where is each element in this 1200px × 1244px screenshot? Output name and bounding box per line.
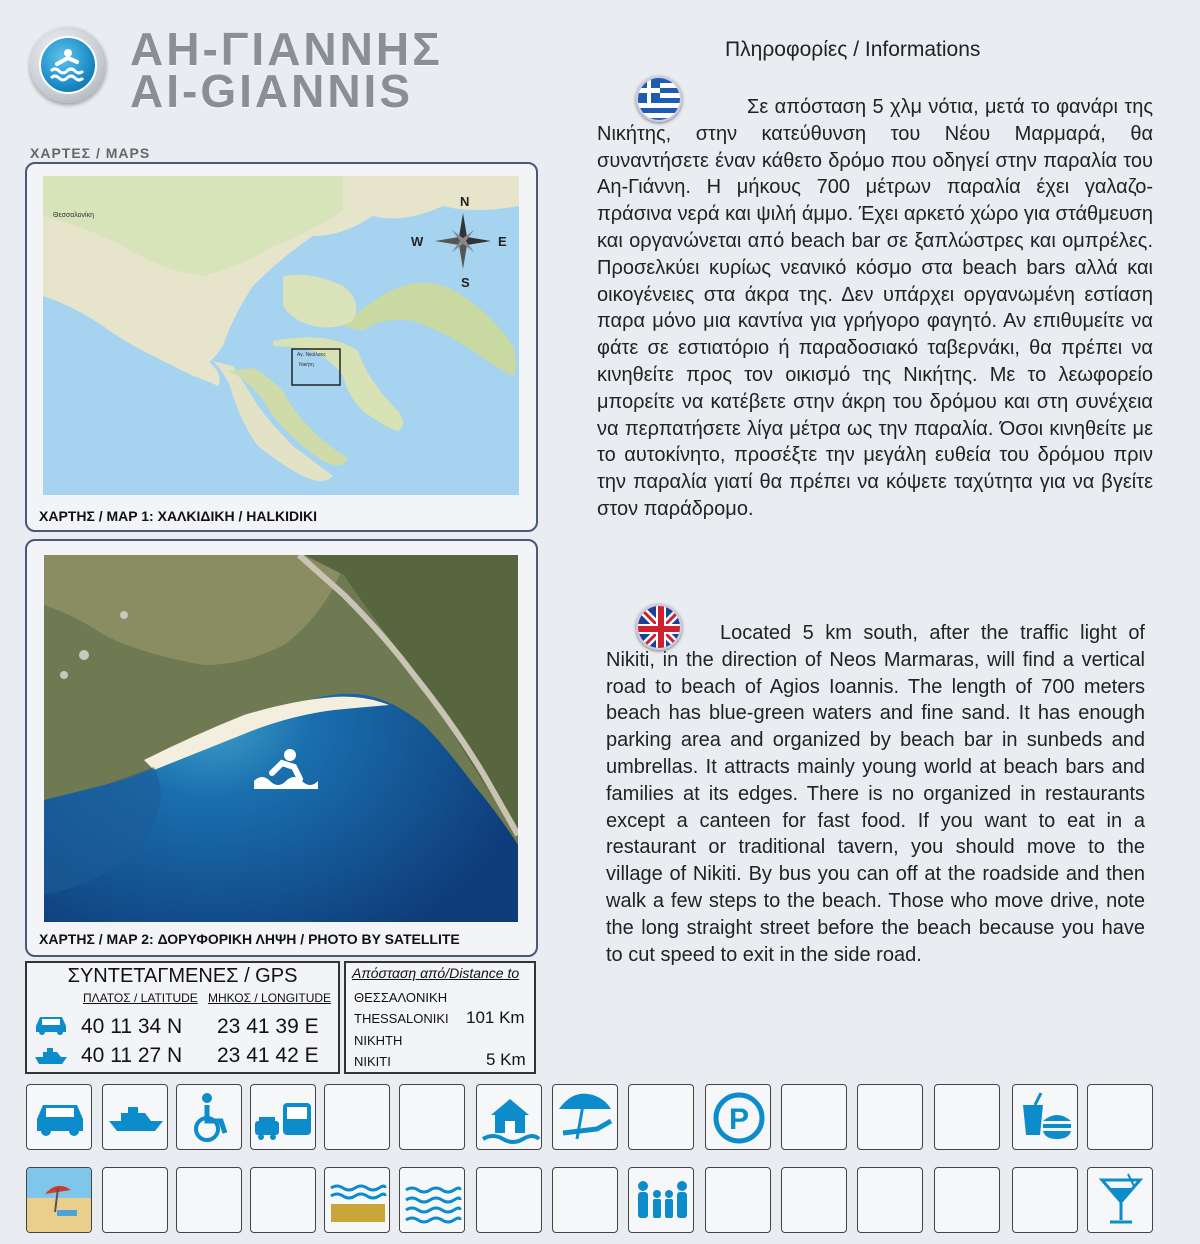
facility-taxi-bus	[250, 1084, 316, 1150]
facility-fast-food	[1012, 1084, 1078, 1150]
gps-car-lon: 23 41 39 E	[217, 1015, 319, 1038]
halkidiki-map	[43, 176, 519, 495]
facility-empty	[176, 1167, 242, 1233]
facility-sandy-beach	[26, 1167, 92, 1233]
facility-empty	[476, 1167, 542, 1233]
wheelchair-icon	[177, 1085, 243, 1151]
greek-description: Σε απόσταση 5 χλμ νότια, μετά το φανάρι της Νικήτης, στην κατεύθυνση του Νέου Μαρμαρά, θα συναντήσετε έναν κάθετο δρόμο που οδηγεί στην παραλία του Αη-Γιάννη. Η μήκους 700 μέτρων παραλία έχει γαλαζο-πράσινα νερά και ψιλή άμμο. Έχει αρκετό χώρο για στάθμευση και οργανώνεται από beach bar σε ξαπλώστρες και ομπρέλες. Προσελκύει κυρίως νεανικό κόσμο στα beach bars αλλά και οικογένειες στα άκρα της. Δεν υπάρχει οργανωμένη εστίαση παρα μόνο μια καντίνα για γρήγορο φαγητό. Αν επιθυμείτε να φάτε σε εστιατόριο ή παραδοσιακό ταβερνάκι, θα πρέπει να κινηθείτε προς τον οικισμό της Νικήτης. Με το λεωφορείο μπορείτε να κατέβετε στην άκρη του δρόμου και στη συνέχεια να περπατήσετε λίγα μέτρα ως την παραλία. Όσοι κινηθείτε με το αυτοκίνητο, προσέξτε την μεγάλη ευθεία του δρόμου πριν την παραλία γιατί θα πρέπει να κόψετε ταχύτητα για να βγείτε στον παράδρομο.	[597, 96, 1153, 520]
map-label-nikiti: Νικήτη	[299, 362, 314, 368]
facility-empty	[857, 1167, 923, 1233]
distance-thessaloniki-value: 101 Km	[466, 1008, 525, 1027]
page-title-greek: ΑΗ-ΓΙΑΝΝΗΣ	[130, 23, 443, 75]
maps-label: ΧΑΡΤΕΣ / MAPS	[30, 145, 151, 161]
gps-car-lat: 40 11 34 N	[81, 1015, 183, 1038]
compass-south: S	[461, 275, 470, 290]
boat-icon	[33, 1042, 69, 1071]
facility-beach-house	[476, 1084, 542, 1150]
family-icon	[629, 1168, 695, 1234]
gps-lon-header: ΜΗΚΟΣ / LONGITUDE	[208, 991, 332, 1005]
gps-box	[25, 961, 340, 1074]
taxi-bus-icon	[251, 1085, 317, 1151]
svg-text:P: P	[728, 1103, 750, 1136]
distance-box	[344, 961, 536, 1074]
satellite-photo	[44, 555, 518, 922]
facility-empty	[102, 1167, 168, 1233]
distance-nikiti-gr: ΝΙΚΗΤΗ	[354, 1033, 403, 1048]
facility-empty	[934, 1084, 1000, 1150]
facility-parking	[705, 1084, 771, 1150]
facility-empty	[781, 1084, 847, 1150]
fast-food-icon	[1013, 1085, 1079, 1151]
map-label-agios-nikolaos: Αγ. Νικόλαος	[297, 352, 326, 358]
compass-east: E	[498, 234, 507, 249]
gps-lat-header: ΠΛΑΤΟΣ / LATITUDE	[83, 991, 198, 1005]
facility-waves	[399, 1167, 465, 1233]
gps-title: ΣΥΝΤΕΤΑΓΜΕΝΕΣ / GPS	[67, 965, 298, 987]
car-icon	[33, 1012, 69, 1041]
facility-empty	[399, 1084, 465, 1150]
distance-thessaloniki-en: THESSALONIKI	[354, 1011, 449, 1026]
parking-icon	[706, 1085, 772, 1151]
map1-panel	[25, 162, 538, 532]
sandy-beach-icon	[27, 1168, 92, 1233]
english-description: Located 5 km south, after the traffic light of Nikiti, in the direction of Neos Marmaras, will find a vertical road to beach of Agios Ioannis. The length of 700 meters beach has blue-green waters and fine sand. It has enough parking area and organized by beach bar in sunbeds and umbrellas. It attracts mainly young world at beach bars and families at its edges. There is no organized in restaurants except a canteen for fast food. If you want to eat in a restaurant or traditional tavern, you should move to the village of Nikiti. By bus you can off at the roadside and then walk a few steps to the beach. Those who move drive, note the long straight street before the beach because you have to cut speed to exit in the side road.	[606, 622, 1145, 966]
distance-nikiti-en: NIKITI	[354, 1054, 391, 1069]
boat-icon	[103, 1085, 169, 1151]
facility-empty	[705, 1167, 771, 1233]
cocktail-icon	[1088, 1168, 1154, 1234]
gps-boat-lon: 23 41 42 E	[217, 1044, 319, 1067]
facility-wheelchair	[176, 1084, 242, 1150]
distance-title: Απόσταση από/Distance to	[352, 965, 520, 981]
map2-caption: ΧΑΡΤΗΣ / MAP 2: ΔΟΡΥΦΟΡΙΚΗ ΛΗΨΗ / PHOTO BY SATELLITE	[39, 931, 460, 947]
facility-empty	[857, 1084, 923, 1150]
compass-west: W	[411, 234, 424, 249]
beach-house-icon	[477, 1085, 543, 1151]
facility-family	[628, 1167, 694, 1233]
facility-empty	[1087, 1084, 1153, 1150]
facility-empty	[1012, 1167, 1078, 1233]
info-title: Πληροφορίες / Informations	[725, 38, 981, 61]
facility-cocktail	[1087, 1167, 1153, 1233]
facility-empty	[552, 1167, 618, 1233]
facility-empty	[934, 1167, 1000, 1233]
facility-boat	[102, 1084, 168, 1150]
facility-calm-water-sand	[324, 1167, 390, 1233]
facility-umbrella-sunbed	[552, 1084, 618, 1150]
map2-panel	[25, 539, 538, 957]
page-title-latin: AI-GIANNIS	[130, 65, 413, 117]
map-label-thessaloniki: Θεσσαλονίκη	[53, 212, 94, 219]
facility-empty	[781, 1167, 847, 1233]
gps-boat-lat: 40 11 27 N	[81, 1044, 183, 1067]
facility-empty	[324, 1084, 390, 1150]
calm-water-sand-icon	[325, 1168, 391, 1234]
distance-thessaloniki-gr: ΘΕΣΣΑΛΟΝΙΚΗ	[354, 990, 448, 1005]
facility-empty	[628, 1084, 694, 1150]
logo	[30, 27, 106, 103]
map1-caption: ΧΑΡΤΗΣ / MAP 1: ΧΑΛΚΙΔΙΚΗ / HALKIDIKI	[39, 508, 318, 524]
facility-car	[26, 1084, 92, 1150]
umbrella-sunbed-icon	[553, 1085, 619, 1151]
facility-empty	[250, 1167, 316, 1233]
waves-icon	[400, 1168, 466, 1234]
swimmer-icon	[39, 36, 97, 94]
car-icon	[27, 1085, 93, 1151]
distance-nikiti-value: 5 Km	[486, 1050, 526, 1069]
compass-north: N	[460, 194, 470, 209]
